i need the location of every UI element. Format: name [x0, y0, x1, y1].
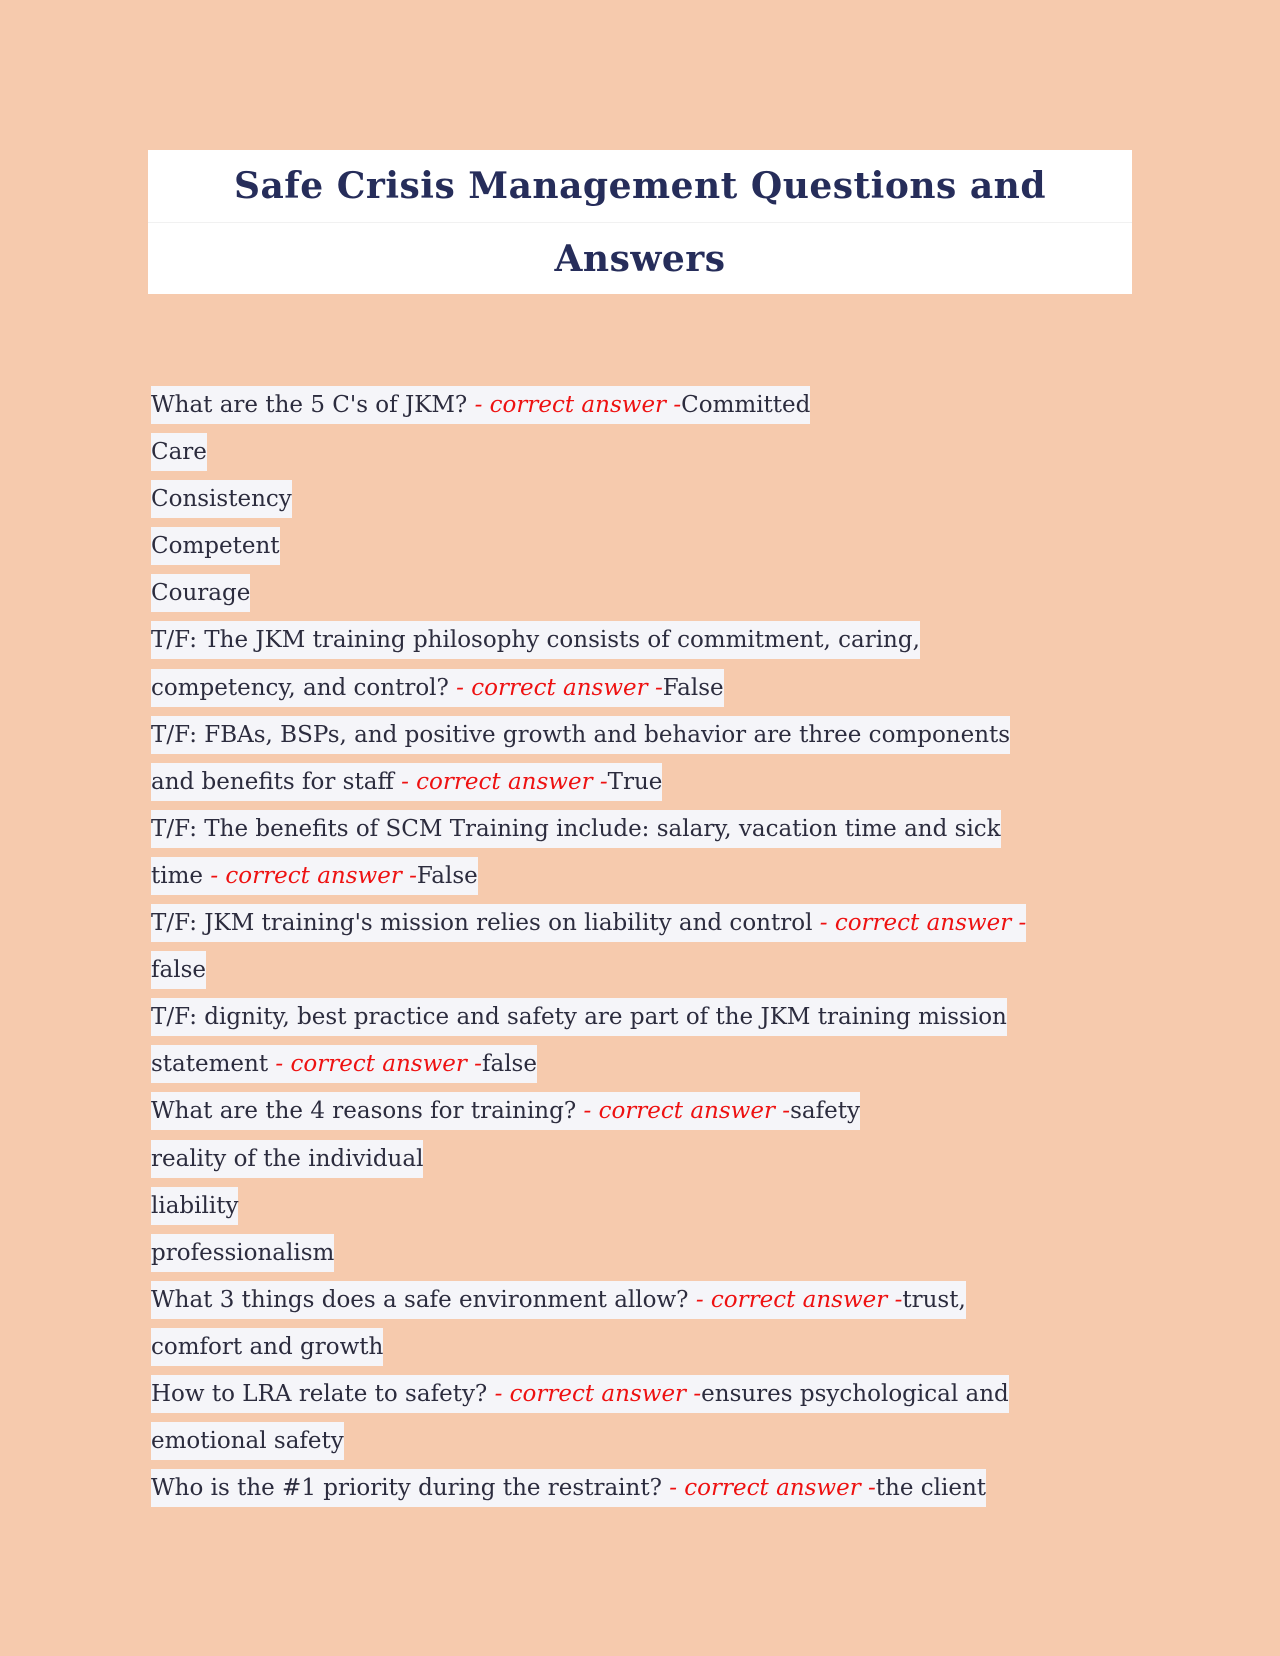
- highlighted-text: [151, 1328, 383, 1366]
- question-text: reality of the individual: [151, 1145, 424, 1172]
- answer-marker: - correct answer -: [401, 768, 608, 795]
- answer-text: ensures psychological and: [701, 1380, 1009, 1407]
- highlighted-text: [151, 480, 292, 518]
- answer-marker: - correct answer -: [819, 910, 1027, 937]
- qa-line: [151, 759, 1131, 806]
- qa-line: [151, 1183, 1131, 1230]
- highlighted-text: [151, 810, 1001, 848]
- highlighted-text: [151, 904, 1026, 942]
- highlighted-text: [151, 433, 207, 471]
- question-text: How to LRA relate to safety?: [151, 1380, 495, 1407]
- qa-line: [151, 617, 1131, 664]
- highlighted-text: [151, 386, 810, 424]
- qa-line: [151, 994, 1131, 1041]
- answer-marker: - correct answer -: [474, 392, 682, 418]
- highlighted-text: [151, 1140, 423, 1178]
- question-text: Courage: [151, 580, 251, 607]
- question-text: T/F: The benefits of SCM Training include: salary, vacation time and sick: [151, 815, 1001, 842]
- question-text: T/F: The JKM training philosophy consists of commitment, caring,: [151, 627, 920, 654]
- qa-line: [151, 947, 1131, 994]
- highlighted-text: [151, 621, 920, 659]
- question-text: professionalism: [151, 1239, 335, 1266]
- question-text: T/F: FBAs, BSPs, and positive growth and behavior are three components: [151, 721, 1011, 748]
- qa-line: [151, 1088, 1131, 1135]
- qa-line: [151, 853, 1131, 900]
- qa-line: [151, 1277, 1131, 1324]
- question-text: Competent: [151, 533, 280, 560]
- qa-line: [151, 429, 1131, 476]
- question-text: Who is the #1 priority during the restraint?: [151, 1475, 670, 1502]
- answer-marker: - correct answer -: [669, 1475, 876, 1502]
- question-text: Care: [151, 439, 207, 466]
- question-text: Consistency: [151, 486, 292, 513]
- qa-line: [151, 523, 1131, 570]
- question-text: competency, and control?: [151, 674, 457, 701]
- answer-text: False: [416, 862, 478, 889]
- question-text: and benefits for staff: [151, 768, 402, 795]
- question-text: T/F: dignity, best practice and safety are part of the JKM training mission: [151, 1004, 1007, 1031]
- qa-content: [151, 382, 1131, 1512]
- answer-text: False: [662, 674, 724, 701]
- highlighted-text: [151, 716, 1010, 754]
- answer-text: safety: [790, 1098, 860, 1125]
- question-text: statement: [151, 1051, 276, 1078]
- qa-line: [151, 1418, 1131, 1465]
- document-title: [148, 150, 1132, 294]
- question-text: T/F: JKM training's mission relies on liability and control: [151, 910, 820, 937]
- question-text: What 3 things does a safe environment allow?: [151, 1286, 696, 1313]
- highlighted-text: [151, 951, 206, 989]
- question-text: emotional safety: [151, 1428, 344, 1455]
- qa-line: [151, 382, 1131, 429]
- qa-line: [151, 900, 1131, 947]
- qa-line: [151, 1136, 1131, 1183]
- question-text: What are the 4 reasons for training?: [151, 1098, 584, 1125]
- answer-marker: - correct answer -: [275, 1051, 482, 1078]
- question-text: time: [151, 862, 211, 889]
- qa-line: [151, 1465, 1131, 1512]
- highlighted-text: [151, 1045, 537, 1083]
- title-line-1: Safe Crisis Management Questions and: [233, 165, 1047, 207]
- qa-line: [151, 806, 1131, 853]
- question-text: false: [151, 957, 206, 984]
- highlighted-text: [151, 1234, 334, 1272]
- qa-line: [151, 1041, 1131, 1088]
- answer-marker: - correct answer -: [695, 1286, 903, 1313]
- qa-line: [151, 1324, 1131, 1371]
- qa-line: [151, 712, 1131, 759]
- answer-text: True: [607, 768, 663, 795]
- highlighted-text: [151, 763, 662, 801]
- answer-marker: - correct answer -: [456, 674, 663, 701]
- answer-text: the client: [875, 1475, 987, 1502]
- question-text: comfort and growth: [151, 1333, 384, 1360]
- qa-line: [151, 665, 1131, 712]
- answer-text: trust,: [902, 1286, 966, 1313]
- highlighted-text: [151, 574, 250, 612]
- qa-line: [151, 1230, 1131, 1277]
- question-text: What are the 5 C's of JKM?: [151, 392, 475, 418]
- answer-text: false: [481, 1051, 537, 1078]
- highlighted-text: [151, 1281, 966, 1319]
- highlighted-text: [151, 1469, 986, 1507]
- answer-marker: - correct answer -: [583, 1098, 791, 1125]
- answer-marker: - correct answer -: [210, 862, 417, 889]
- answer-text: Committed: [681, 392, 811, 418]
- qa-line: [151, 1371, 1131, 1418]
- highlighted-text: [151, 1422, 344, 1460]
- highlighted-text: [151, 527, 280, 565]
- highlighted-text: [151, 669, 724, 707]
- highlighted-text: [151, 857, 478, 895]
- qa-line: [151, 476, 1131, 523]
- title-line-2: Answers: [148, 222, 1132, 295]
- highlighted-text: [151, 998, 1007, 1036]
- question-text: liability: [151, 1192, 239, 1219]
- answer-marker: - correct answer -: [494, 1380, 702, 1407]
- qa-line: [151, 570, 1131, 617]
- highlighted-text: [151, 1187, 238, 1225]
- highlighted-text: [151, 1092, 860, 1130]
- highlighted-text: [151, 1375, 1009, 1413]
